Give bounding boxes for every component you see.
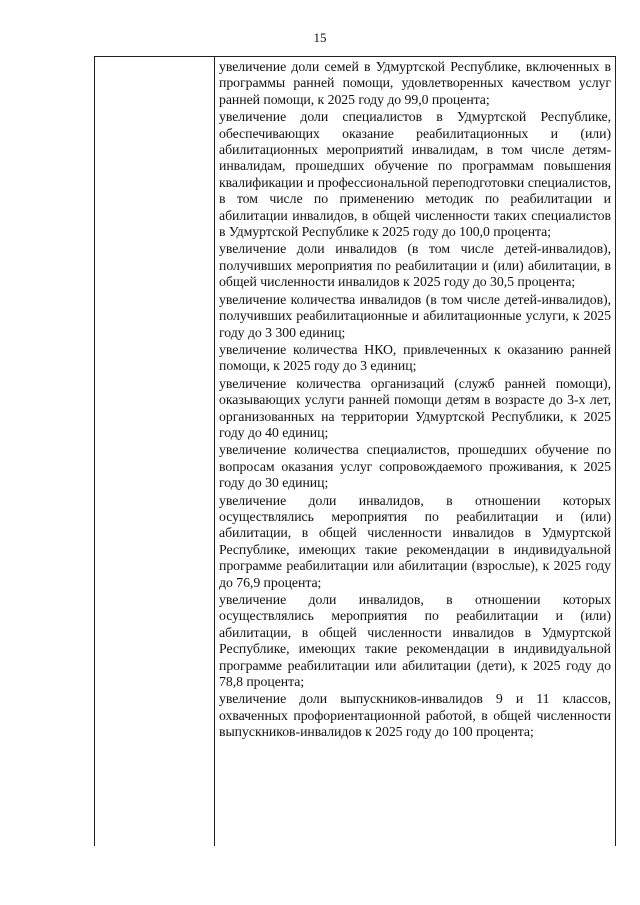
- list-item: увеличение доли инвалидов, в отношении которых осуществлялись мероприятия по реабилитации и (или) абилитации, в общей численности инвалидов в Удмуртской Республике, имеющих такие рекомендации в индивидуальной программе реабилитации или абилитации (взрослые), к 2025 году до 76,9 процента;: [219, 492, 611, 590]
- right-column-cell: [219, 59, 611, 742]
- list-item: увеличение количества НКО, привлеченных к оказанию ранней помощи, к 2025 году до 3 единиц;: [219, 341, 611, 374]
- page-number: 15: [313, 30, 327, 45]
- list-item: увеличение доли выпускников-инвалидов 9 и 11 классов, охваченных профориентационной работой, в общей численности выпускников-инвалидов к 2025 году до 100 процента;: [219, 691, 611, 740]
- list-item: увеличение доли инвалидов, в отношении которых осуществлялись мероприятия по реабилитации и (или) абилитации, в общей численности инвалидов в Удмуртской Республике, имеющих такие рекомендации в индивидуальной программе реабилитации или абилитации (дети), к 2025 году до 78,8 процента;: [219, 592, 611, 690]
- document-table: [94, 56, 616, 846]
- list-item: увеличение доли специалистов в Удмуртской Республике, обеспечивающих оказание реабилитационных и (или) абилитационных мероприятий инвалидам, в том числе детям-инвалидам, прошедших обучение по программам повышения квалификации и профессиональной переподготовки специалистов, в том числе по применению методик по реабилитации и абилитации инвалидов, в общей численности таких специалистов в Удмуртской Республике к 2025 году до 100,0 процента;: [219, 109, 611, 240]
- column-divider: [214, 57, 215, 846]
- list-item: увеличение количества организаций (служб ранней помощи), оказывающих услуги ранней помощи детям в возрасте до 3-х лет, организованных на территории Удмуртской Республики, к 2025 году до 40 единиц;: [219, 375, 611, 440]
- list-item: увеличение количества инвалидов (в том числе детей-инвалидов), получивших реабилитационные и абилитационные услуги, к 2025 году до 3 300 единиц;: [219, 291, 611, 340]
- list-item: увеличение доли инвалидов (в том числе детей-инвалидов), получивших мероприятия по реабилитации и (или) абилитации, в общей численности инвалидов к 2025 году до 30,5 процента;: [219, 241, 611, 290]
- left-column-cell: [95, 57, 214, 846]
- list-item: увеличение доли семей в Удмуртской Республике, включенных в программы ранней помощи, удовлетворенных качеством услуг ранней помощи, к 2025 году до 99,0 процента;: [219, 59, 611, 107]
- list-item: увеличение количества специалистов, прошедших обучение по вопросам оказания услуг сопровождаемого проживания, к 2025 году до 30 единиц;: [219, 442, 611, 491]
